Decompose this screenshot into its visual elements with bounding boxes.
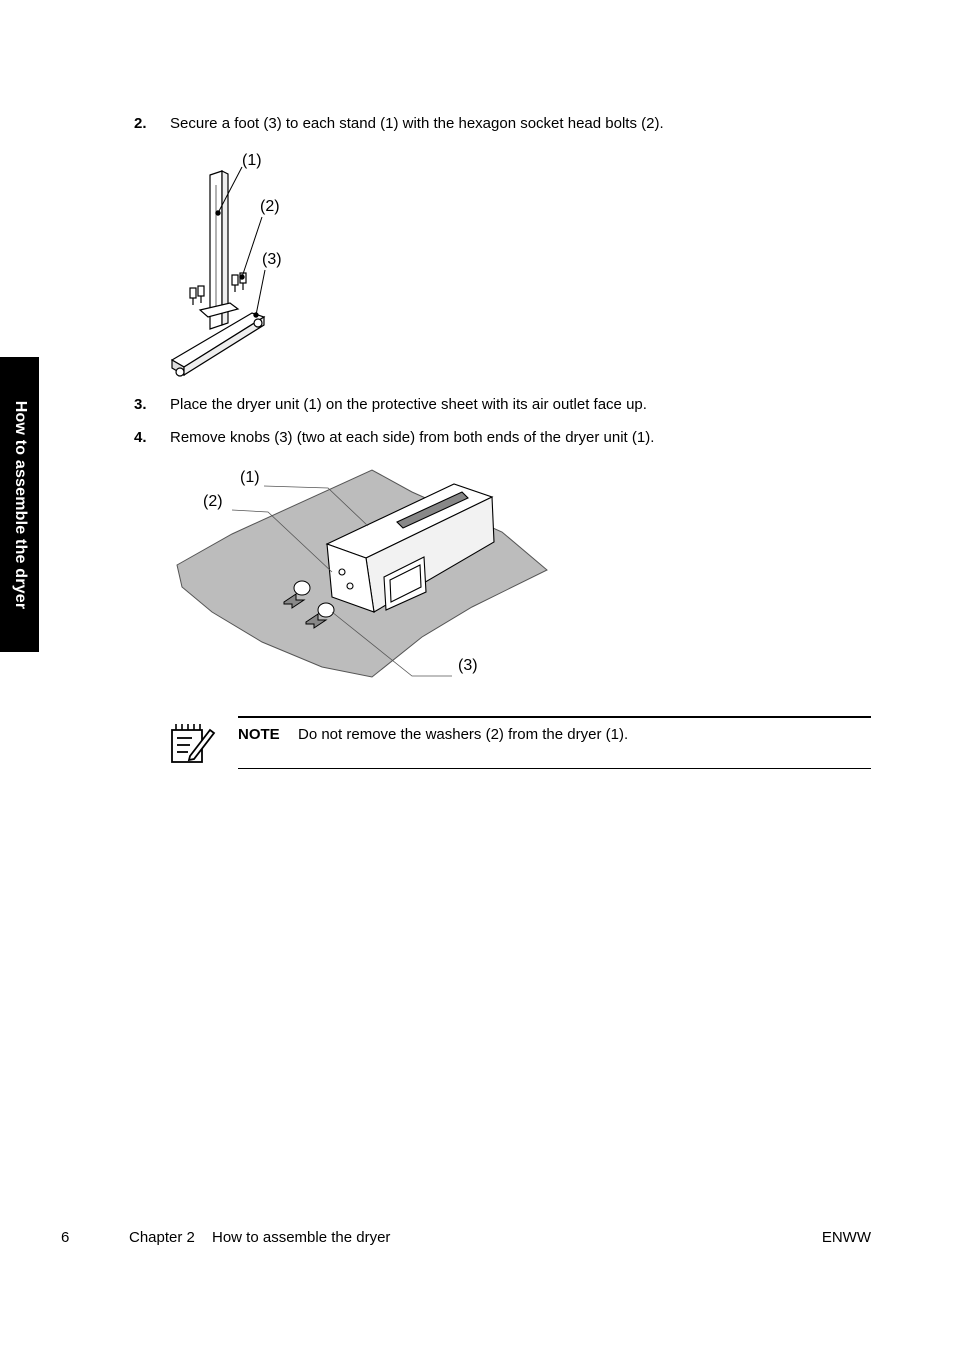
dryer-unit-figure — [172, 462, 552, 684]
footer-chapter: Chapter 2 — [129, 1229, 195, 1246]
step-text: Place the dryer unit (1) on the protective sheet with its air outlet face up. — [170, 396, 647, 413]
note-pencil-icon — [168, 720, 216, 766]
footer-page-number: 6 — [61, 1229, 70, 1246]
side-chapter-tab — [0, 357, 39, 652]
note-bottom-rule — [238, 768, 871, 769]
note-label: NOTE — [238, 726, 280, 743]
figure1-callout-1: (1) — [242, 152, 262, 169]
figure1-callout-2: (2) — [260, 198, 280, 215]
figure1-callout-3: (3) — [262, 251, 282, 268]
figure2-callout-2: (2) — [203, 493, 223, 510]
step-text: Secure a foot (3) to each stand (1) with the hexagon socket head bolts (2). — [170, 115, 664, 132]
note-top-rule — [238, 716, 871, 718]
stand-assembly-figure — [160, 145, 300, 385]
figure2-callout-1: (1) — [240, 469, 260, 486]
step-number: 2. — [134, 115, 147, 132]
note-text: Do not remove the washers (2) from the dryer (1). — [298, 726, 629, 743]
step-text: Remove knobs (3) (two at each side) from both ends of the dryer unit (1). — [170, 429, 655, 446]
footer-doc-code: ENWW — [821, 1229, 871, 1246]
step-number: 3. — [134, 396, 147, 413]
footer-chapter-title: How to assemble the dryer — [212, 1229, 391, 1246]
step-number: 4. — [134, 429, 147, 446]
side-tab-label: How to assemble the dryer — [12, 400, 29, 610]
figure2-callout-3: (3) — [458, 657, 478, 674]
